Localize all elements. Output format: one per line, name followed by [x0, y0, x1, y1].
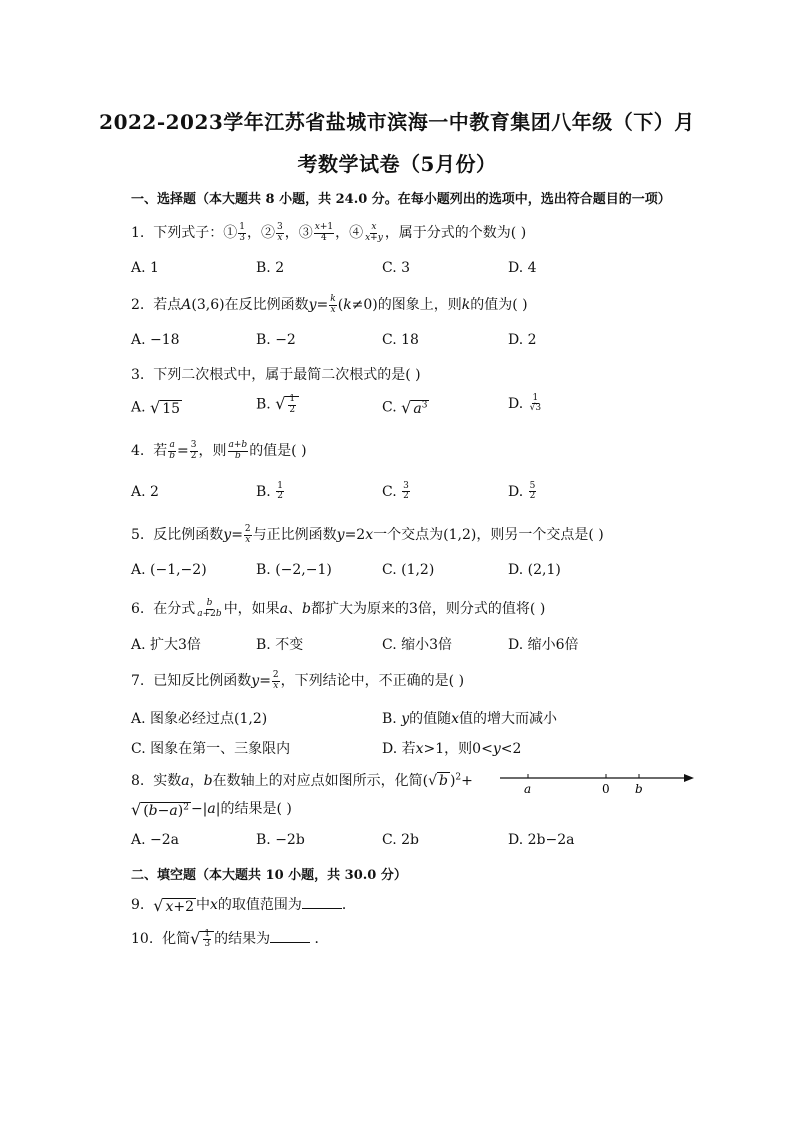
q8-option-a[interactable]: A. −2a: [131, 832, 179, 848]
q6-option-d[interactable]: D. 缩小6倍: [508, 637, 579, 653]
q9-answer-blank[interactable]: [302, 896, 342, 909]
q3-option-a[interactable]: A. √ 15: [131, 398, 181, 417]
q2-option-d[interactable]: D. 2: [508, 332, 537, 348]
exam-title-line2: 考数学试卷（5月份）: [297, 152, 497, 176]
q1-option-d[interactable]: D. 4: [508, 260, 537, 276]
question-4: 4. 若 $\frac{a}{b}$ = $\frac{3}{2}$ ，则 $\frac{a+b}{b}$ 的值是( ): [131, 440, 307, 461]
question-6: 6. 在分式 $\frac{b}{a+2b}$ 中，如果a、b都扩大为原来的3倍，则分式的值将( ): [131, 598, 546, 619]
q8-option-d[interactable]: D. 2b−2a: [508, 832, 575, 848]
number-line-arrow: [684, 774, 694, 782]
q2-option-c[interactable]: C. 18: [382, 332, 419, 348]
q4-option-d[interactable]: D. $\frac{5}{2}$: [508, 481, 536, 502]
number-line-figure: [500, 770, 694, 800]
label-b: b: [635, 782, 643, 796]
q5-option-d[interactable]: D. (2,1): [508, 562, 561, 578]
q7-option-d[interactable]: D. 若x>1，则0<y<2: [382, 741, 522, 757]
section-fill-heading: 二、填空题（本大题共 10 小题，共 30.0 分）: [131, 868, 407, 883]
question-9: 9. √ x+2 中x的取值范围为 ．: [131, 895, 356, 915]
q1-option-c[interactable]: C. 3: [382, 260, 411, 276]
label-a: a: [524, 782, 532, 796]
q6-option-c[interactable]: C. 缩小3倍: [382, 637, 453, 653]
q4-option-b[interactable]: B. $\frac{1}{2}$: [256, 481, 283, 502]
q1-option-a[interactable]: A. 1: [131, 260, 159, 276]
q5-option-a[interactable]: A. (−1,−2): [131, 562, 207, 578]
q4-option-c[interactable]: C. $\frac{3}{2}$: [382, 481, 409, 502]
q7-option-a[interactable]: A. 图象必经过点(1,2): [131, 711, 268, 727]
q5-option-b[interactable]: B. (−2,−1): [256, 562, 332, 578]
question-5: 5. 反比例函数y= $\frac{2}{x}$ 与正比例函数y=2x一个交点为(1,2)，则另一个交点是( ): [131, 524, 604, 545]
q5-option-c[interactable]: C. (1,2): [382, 562, 435, 578]
question-7: 7. 已知反比例函数y= $\frac{2}{x}$ ，下列结论中，不正确的是( ): [131, 670, 465, 691]
question-1: 1. 下列式子：① $\frac{1}{3}$ ，② $\frac{3}{x}$ ，③ $\frac{x+1}{4}$ ，④ $\frac{x}{x+y}$ ，属于分式的个数为( ): [131, 222, 527, 243]
q2-option-a[interactable]: A. −18: [131, 332, 180, 348]
q7-option-c[interactable]: C. 图象在第一、三象限内: [131, 741, 291, 757]
q3-option-d[interactable]: D. $\frac{1}{√3}$: [508, 393, 542, 414]
question-10: 10. 化简√ $\frac{1}{3}$ 的结果为 ．: [131, 928, 329, 950]
q8-option-c[interactable]: C. 2b: [382, 832, 419, 848]
q7-option-b[interactable]: B. y的值随x值的增大而减小: [382, 711, 558, 727]
question-8: 8. 实数a，b在数轴上的对应点如图所示，化简(√ b )$^2$+: [131, 772, 473, 789]
q6-option-a[interactable]: A. 扩大3倍: [131, 637, 201, 653]
question-8-line2: √ $(b-a)^2 -|a|$的结果是( ): [131, 799, 292, 819]
q1-option-b[interactable]: B. 2: [256, 260, 285, 276]
q6-option-b[interactable]: B. 不变: [256, 637, 304, 653]
q2-option-b[interactable]: B. −2: [256, 332, 296, 348]
section-choice-heading: 一、选择题（本大题共 8 小题，共 24.0 分。在每小题列出的选项中，选出符合题目的一项）: [131, 192, 671, 207]
q3-option-c[interactable]: C. √ $a^3$: [382, 398, 428, 417]
label-0: 0: [602, 782, 610, 796]
q4-option-a[interactable]: A. 2: [131, 484, 159, 500]
q3-option-b[interactable]: B. √ $\frac{1}{2}$: [256, 394, 299, 415]
question-3: 3. 下列二次根式中，属于最简二次根式的是( ): [131, 367, 421, 383]
q8-option-b[interactable]: B. −2b: [256, 832, 305, 848]
question-2: 2. 若点A(3,6)在反比例函数y= $\frac{k}{x}$ (k≠0)的图象上，则k的值为( ): [131, 294, 528, 315]
q10-answer-blank[interactable]: [270, 930, 310, 943]
exam-title-line1: 2022-2023学年江苏省盐城市滨海一中教育集团八年级（下）月: [99, 110, 695, 134]
